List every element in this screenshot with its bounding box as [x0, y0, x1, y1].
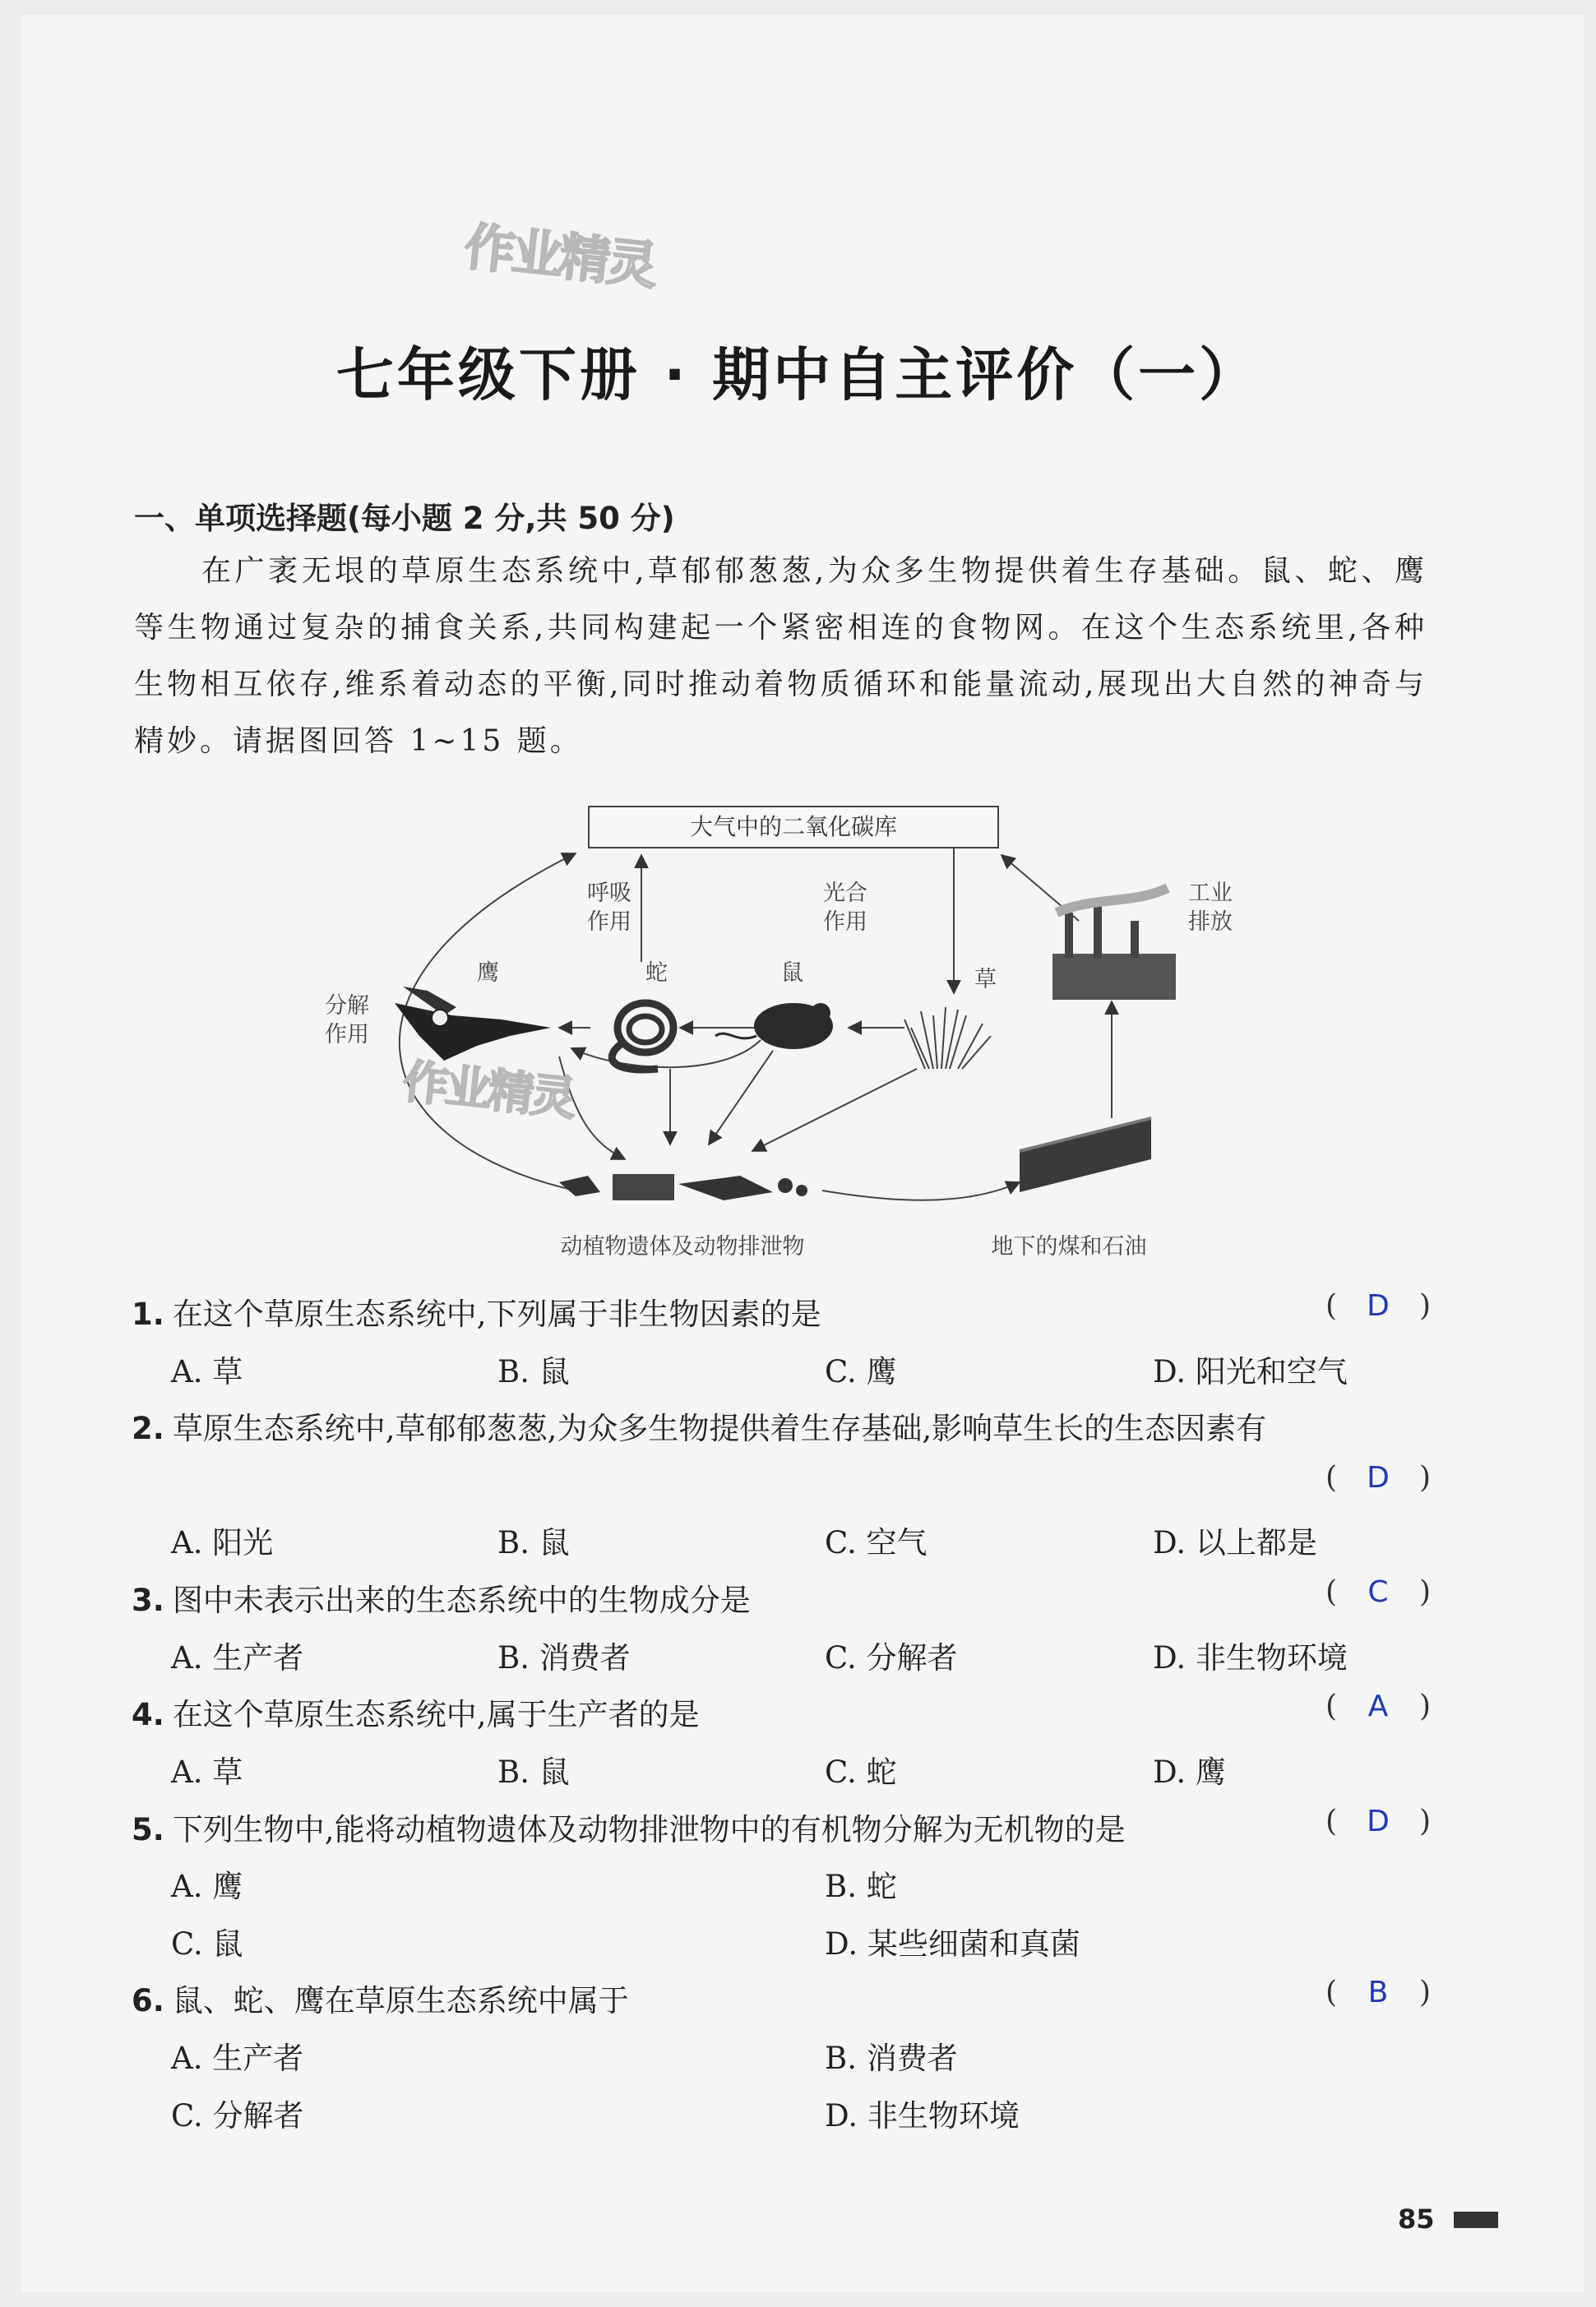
page-number: 85: [1398, 2203, 1435, 2235]
q6-option-a: A. 生产者: [171, 2041, 304, 2076]
snake-label: 蛇: [645, 960, 668, 986]
mouse-label: 鼠: [781, 960, 803, 986]
q5-option-a: A. 鹰: [171, 1869, 243, 1904]
q6-option-c: C. 分解者: [171, 2098, 304, 2134]
q5-option-d: D. 某些细菌和真菌: [825, 1926, 1080, 1962]
snake-image: [612, 1003, 673, 1070]
remains-label: 动植物遗体及动物排泄物: [560, 1234, 805, 1260]
page-title: 七年级下册 · 期中自主评价（一）: [335, 341, 1261, 409]
q1-option-b: B. 鼠: [497, 1354, 570, 1389]
question-4: 4. 在这个草原生态系统中,属于生产者的是: [132, 1697, 700, 1732]
q5-option-b: B. 蛇: [825, 1869, 897, 1904]
carbon-cycle-diagram: [312, 789, 1233, 1283]
page-number-bar: [1454, 2212, 1498, 2228]
q2-option-b: B. 鼠: [497, 1525, 570, 1560]
watermark-diagram: 作业精灵: [400, 1055, 576, 1126]
q4-option-a: A. 草: [171, 1755, 243, 1790]
q6-option-d: D. 非生物环境: [825, 2098, 1020, 2134]
question-6: 6. 鼠、蛇、鹰在草原生态系统中属于: [132, 1983, 629, 2018]
q4-option-c: C. 蛇: [825, 1755, 897, 1790]
respiration-label-2: 作用: [587, 909, 631, 935]
q6-option-b: B. 消费者: [825, 2041, 958, 2076]
q2-option-c: C. 空气: [825, 1525, 928, 1560]
grass-image: [904, 1007, 991, 1069]
q3-option-c: C. 分解者: [825, 1640, 958, 1676]
q4-option-d: D. 鹰: [1153, 1755, 1226, 1790]
watermark-top: 作业精灵: [461, 216, 658, 296]
respiration-label-1: 呼吸: [587, 881, 631, 906]
q2-option-a: A. 阳光: [171, 1525, 274, 1560]
grass-label: 草: [974, 967, 997, 992]
decompose-label-1: 分解: [325, 993, 369, 1019]
eagle-label: 鹰: [477, 960, 499, 986]
section-heading: 一、单项选择题(每小题 2 分,共 50 分): [134, 501, 675, 536]
intro-paragraph: 在广袤无垠的草原生态系统中,草郁郁葱葱,为众多生物提供着生存基础。鼠、蛇、鹰等生物通过复杂的捕食关系,共同构建起一个紧密相连的食物网。在这个生态系统里,各种生物相互依存,维系着动态的平衡,同时推动着物质循环和能量流动,展现出大自然的神奇与精妙。请据图回答 1~15 题。: [134, 554, 1427, 758]
q1-option-d: D. 阳光和空气: [1153, 1354, 1348, 1389]
q2-option-d: D. 以上都是: [1153, 1525, 1317, 1560]
decompose-label-2: 作用: [325, 1022, 369, 1047]
q3-option-a: A. 生产者: [171, 1640, 304, 1676]
photosynthesis-label-2: 作用: [823, 909, 867, 935]
q1-option-c: C. 鹰: [825, 1354, 897, 1389]
question-1: 1. 在这个草原生态系统中,下列属于非生物因素的是: [132, 1297, 821, 1332]
photosynthesis-label-1: 光合: [823, 881, 867, 906]
question-5: 5. 下列生物中,能将动植物遗体及动物排泄物中的有机物分解为无机物的是: [132, 1812, 1126, 1847]
q4-option-b: B. 鼠: [497, 1755, 570, 1790]
factory-image: [1052, 888, 1176, 1000]
coal-oil-label: 地下的煤和石油: [991, 1234, 1147, 1260]
q1-option-a: A. 草: [171, 1354, 243, 1389]
q3-option-d: D. 非生物环境: [1153, 1640, 1348, 1676]
question-3: 3. 图中未表示出来的生态系统中的生物成分是: [132, 1583, 751, 1618]
co2-box-label: 大气中的二氧化碳库: [689, 813, 898, 840]
q5-option-c: C. 鼠: [171, 1926, 243, 1962]
industry-label-2: 排放: [1188, 909, 1233, 935]
remains-image: [559, 1174, 807, 1200]
mouse-image: [715, 1003, 833, 1049]
industry-label-1: 工业: [1188, 881, 1233, 906]
q3-option-b: B. 消费者: [497, 1640, 631, 1676]
coal-oil-image: [1020, 1118, 1151, 1192]
question-2: 2. 草原生态系统中,草郁郁葱葱,为众多生物提供着生存基础,影响草生长的生态因素有: [132, 1411, 1267, 1446]
